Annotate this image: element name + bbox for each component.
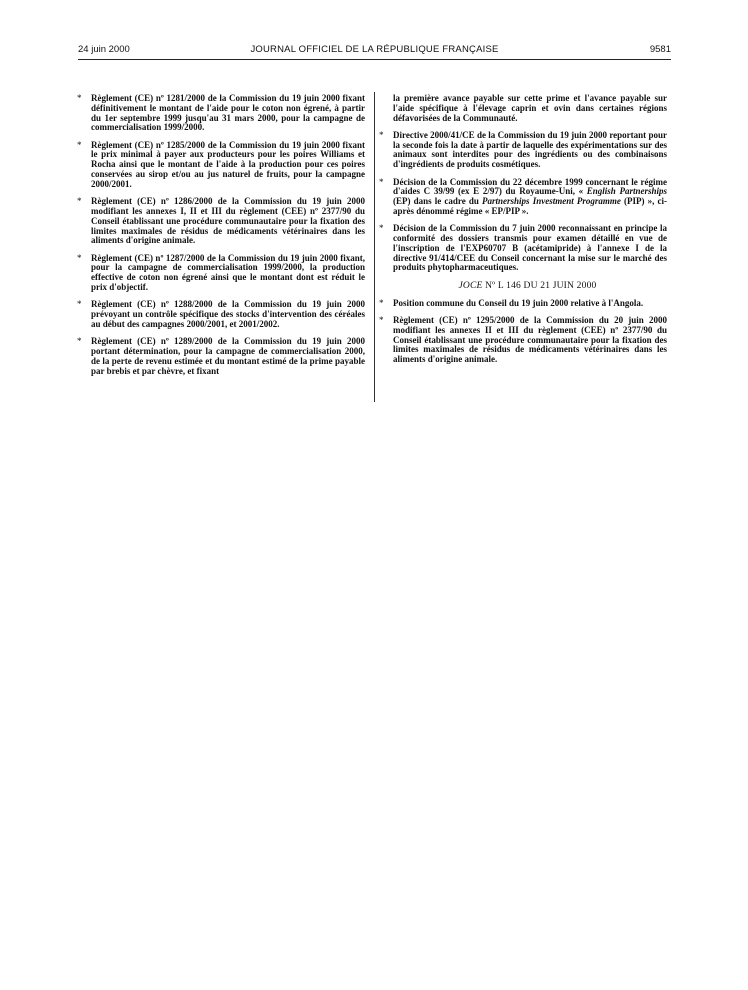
section-subheading [388,281,667,292]
entry-text: Directive 2000/41/CE de la Commission du 19 juin 2000 reportant pour la seconde fois la date à partir de laquelle des expérimentations sur des animaux sont interdites pour des ingrédients ou des combinaisons d'ingrédients de produits cosmétiques. [393,129,667,170]
star-marker: * [77,139,82,150]
list-item [77,252,365,293]
entry-text: Position commune du Conseil du 19 juin 2000 relative à l'Angola. [393,297,644,308]
entry-text-suffix: (PIP) », ci-après dénommé régime « EP/PIP ». [393,196,667,216]
column-divider [374,92,375,402]
page-number: 9581 [649,44,671,55]
header-date: 24 juin 2000 [78,44,130,55]
star-marker: * [379,315,384,326]
entry-text: Règlement (CE) nº 1295/2000 de la Commission du 20 juin 2000 modifiant les annexes II et III du règlement (CEE) nº 2377/90 du Conseil établissant une procédure communautaire pour la fixation des limites maximales de résidus de médicaments vétérinaires dans les aliments d'origine animale. [393,315,667,365]
left-column [77,93,365,384]
entry-text: Règlement (CE) nº 1285/2000 de la Commission du 19 juin 2000 fixant le prix minimal à payer aux producteurs pour les poires Williams et Rocha ainsi que le montant de l'aide à la production pour ces poires conservées au sirop et/ou au jus naturel de fruits, pour la campagne 2000/2001. [91,139,365,189]
entry-text-prefix: Décision de la Commission du 22 décembre 1999 concernant le régime d'aides C 39/99 (ex E 2/97) du Royaume-Uni, « [393,176,667,197]
list-item [77,336,365,376]
header-rule [78,59,671,60]
entry-text: Décision de la Commission du 7 juin 2000 reconnaissant en principe la conformité des dossiers transmis pour examen détaillé en vue de l'inscription de l'EXP60707 B (acétamipride) à l'annexe I de la directive 91/414/CEE du Conseil concernant la mise sur le marché des produits phytopharmaceutiques. [393,223,667,273]
entry-text: Règlement (CE) nº 1281/2000 de la Commission du 19 juin 2000 fixant définitivement le montant de l'aide pour le coton non égrené, à partir du 1er septembre 1999 jusqu'au 31 mars 2000, pour la campagne de commercialisation 1999/2000. [91,93,365,133]
star-marker: * [379,176,384,187]
entry-text-italic: English Partnerships [586,186,667,197]
list-item [77,139,365,190]
subheading-text: Nº L 146 DU 21 JUIN 2000 [482,280,597,291]
star-marker: * [77,336,82,347]
list-item [379,297,667,309]
list-item [379,223,667,273]
star-marker: * [77,252,82,263]
entry-text: Règlement (CE) nº 1289/2000 de la Commission du 19 juin 2000 portant détermination, pour la campagne de commercialisation 2000, de la perte de revenu estimée et du montant estimé de la prime payable par brebis et par chèvre, et fixant [91,336,365,376]
entry-text: Règlement (CE) nº 1288/2000 de la Commission du 19 juin 2000 prévoyant un contrôle spécifique des stocks d'intervention des céréales au début des campagnes 2000/2001, et 2001/2002. [91,299,365,329]
subheading-italic: JOCE [458,280,483,291]
journal-title: JOURNAL OFFICIEL DE LA RÉPUBLIQUE FRANÇAISE [250,44,499,55]
star-marker: * [379,223,384,234]
star-marker: * [77,299,82,310]
list-item [379,176,667,217]
list-item [379,129,667,170]
list-item [77,299,365,329]
list-item [379,315,667,365]
star-marker: * [379,297,384,308]
star-marker: * [77,196,82,207]
continued-entry [388,94,667,123]
list-item [77,93,365,133]
star-marker: * [77,93,82,103]
entry-text-italic: Partnerships Investment Programme [482,196,621,207]
right-column [379,93,667,373]
page-header [78,44,671,58]
star-marker: * [379,129,384,140]
entry-text: Règlement (CE) nº 1287/2000 de la Commission du 19 juin 2000 fixant, pour la campagne de commercialisation 1999/2000, la production effective de coton non égrené ainsi que le montant dont est réduit le prix d'objectif. [91,252,365,293]
list-item [77,196,365,246]
entry-text-mid: (EP) dans le cadre du [393,196,483,207]
entry-text: la première avance payable sur cette prime et l'avance payable sur l'aide spécifique à l'élevage caprin et ovin dans certaines régions défavorisées de la Communauté. [393,93,667,123]
entry-text: Règlement (CE) nº 1286/2000 de la Commission du 19 juin 2000 modifiant les annexes I, II et III du règlement (CEE) nº 2377/90 du Conseil établissant une procédure communautaire pour la fixation des limites maximales de résidus de médicaments vétérinaires dans les aliments d'origine animale. [91,196,365,246]
